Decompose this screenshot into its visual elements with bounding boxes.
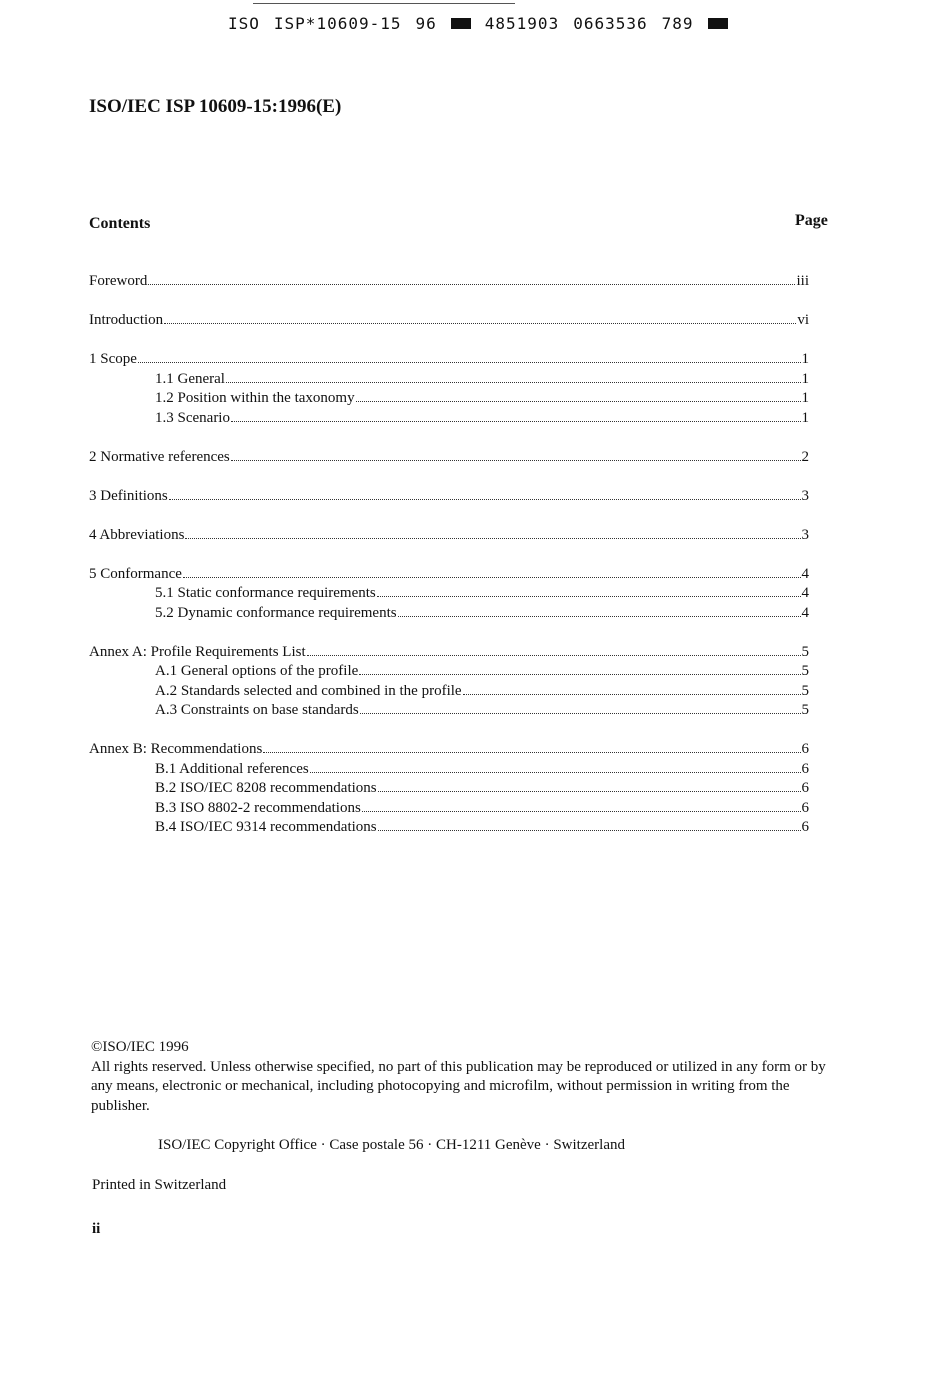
toc-subentry[interactable] <box>89 584 809 604</box>
dot-leader <box>359 674 800 675</box>
toc-entry-label: B.2 ISO/IEC 8208 recommendations <box>155 780 377 796</box>
toc-entry[interactable] <box>89 487 809 507</box>
dot-leader <box>362 811 801 812</box>
code-segment: 0663536 <box>573 14 648 33</box>
toc-entry-label: 4 Abbreviations <box>89 526 185 543</box>
toc-subentry[interactable] <box>89 682 809 702</box>
toc-group <box>89 487 809 507</box>
toc-subentry[interactable] <box>89 760 809 780</box>
contents-heading: Contents <box>89 215 151 232</box>
toc-entry-label: 1.1 General <box>155 370 225 387</box>
toc-entry-page: 4 <box>801 585 809 601</box>
toc-entry-label: A.3 Constraints on base standards <box>155 702 359 718</box>
dot-leader <box>378 791 801 792</box>
toc-entry-page: 5 <box>801 663 809 679</box>
rights-statement: All rights reserved. Unless otherwise specified, no part of this publication may be reproduced or utilized in any form or by any means, electronic or mechanical, including photocopying and microfilm, without permission in writing from the publisher. <box>91 1058 826 1114</box>
toc-entry-label: 5.1 Static conformance requirements <box>155 585 376 601</box>
toc-entry-label: B.4 ISO/IEC 9314 recommendations <box>155 819 377 835</box>
copyright-line: ©ISO/IEC 1996 <box>91 1039 189 1055</box>
toc-entry-label: 2 Normative references <box>89 448 230 465</box>
code-segment: 4851903 <box>484 14 560 33</box>
dot-leader <box>138 362 801 363</box>
dot-leader <box>231 460 801 461</box>
toc-entry[interactable] <box>89 526 809 546</box>
document-id: ISO/IEC ISP 10609-15:1996(E) <box>89 96 342 117</box>
toc-group <box>89 350 809 428</box>
toc-entry-label: Foreword <box>89 273 148 289</box>
toc-entry[interactable] <box>89 350 809 370</box>
toc-entry-label: A.2 Standards selected and combined in the profile <box>155 682 462 699</box>
toc-subentry[interactable] <box>89 604 809 624</box>
toc-entry-page: 5 <box>801 643 809 660</box>
dot-leader <box>360 713 801 714</box>
toc-entry-page: 5 <box>801 682 809 699</box>
toc-group <box>89 448 809 468</box>
toc-subentry[interactable] <box>89 370 809 390</box>
toc-entry-page: 1 <box>801 351 809 367</box>
toc-entry-page: 6 <box>801 760 809 777</box>
toc-entry-page: iii <box>796 273 809 289</box>
toc-entry-page: 1 <box>801 409 809 426</box>
toc-entry-label: B.1 Additional references <box>155 760 309 777</box>
toc-entry[interactable] <box>89 272 809 292</box>
page-column-label: Page <box>795 212 828 229</box>
toc-subentry[interactable] <box>89 662 809 682</box>
toc-subentry[interactable] <box>89 409 809 429</box>
dot-leader <box>398 616 801 617</box>
toc-entry[interactable] <box>89 565 809 585</box>
toc-entry-label: Annex A: Profile Requirements List <box>89 643 306 660</box>
dot-leader <box>169 499 801 500</box>
dot-leader <box>377 596 801 597</box>
catalog-code-header <box>228 14 742 33</box>
toc-subentry[interactable] <box>89 799 809 819</box>
dot-leader <box>307 655 801 656</box>
toc-entry-page: 6 <box>801 780 809 796</box>
table-of-contents <box>89 272 809 857</box>
code-segment: 96 <box>415 14 437 33</box>
toc-entry-page: 6 <box>801 741 809 757</box>
toc-entry-page: 1 <box>801 370 809 387</box>
dot-leader <box>231 421 801 422</box>
toc-entry-page: 3 <box>801 526 809 543</box>
code-segment: 789 <box>661 14 694 33</box>
toc-entry-label: 1 Scope <box>89 351 137 367</box>
toc-entry-label: A.1 General options of the profile <box>155 663 359 679</box>
toc-entry-label: 3 Definitions <box>89 487 168 504</box>
toc-subentry[interactable] <box>89 701 809 721</box>
bar-mark <box>708 18 728 29</box>
toc-entry-label: 5.2 Dynamic conformance requirements <box>155 604 397 621</box>
dot-leader <box>310 772 801 773</box>
printed-in: Printed in Switzerland <box>92 1177 227 1193</box>
dot-leader <box>463 694 801 695</box>
toc-entry-page: 1 <box>801 390 809 406</box>
dot-leader <box>185 538 800 539</box>
toc-group <box>89 526 809 546</box>
toc-entry-page: 4 <box>801 565 809 582</box>
toc-group <box>89 643 809 721</box>
toc-entry-page: 6 <box>801 799 809 816</box>
toc-entry[interactable] <box>89 643 809 663</box>
toc-entry-page: 3 <box>801 487 809 504</box>
page-number: ii <box>92 1221 101 1237</box>
toc-group <box>89 311 809 331</box>
toc-entry-label: Annex B: Recommendations <box>89 741 263 757</box>
toc-group <box>89 565 809 624</box>
toc-entry-page: 4 <box>801 604 809 621</box>
dot-leader <box>164 323 796 324</box>
dot-leader <box>183 577 801 578</box>
dot-leader <box>263 752 800 753</box>
toc-entry-page: vi <box>797 312 809 328</box>
toc-subentry[interactable] <box>89 818 809 838</box>
toc-entry-label: 5 Conformance <box>89 565 182 582</box>
dot-leader <box>148 284 795 285</box>
dot-leader <box>226 382 801 383</box>
code-segment: ISO <box>228 14 260 33</box>
copyright-office-address: ISO/IEC Copyright Office · Case postale 56 · CH-1211 Genève · Switzerland <box>158 1137 625 1153</box>
dot-leader <box>378 830 801 831</box>
toc-entry-page: 6 <box>801 819 809 835</box>
toc-subentry[interactable] <box>89 389 809 409</box>
toc-entry-page: 5 <box>801 702 809 718</box>
toc-entry[interactable] <box>89 448 809 468</box>
toc-subentry[interactable] <box>89 779 809 799</box>
code-segment: ISP*10609-15 <box>273 14 402 33</box>
toc-entry-label: 1.3 Scenario <box>155 409 230 426</box>
toc-group <box>89 272 809 292</box>
dot-leader <box>356 401 801 402</box>
toc-entry[interactable] <box>89 311 809 331</box>
toc-entry[interactable] <box>89 740 809 760</box>
toc-entry-page: 2 <box>801 448 809 465</box>
toc-group <box>89 740 809 838</box>
top-rule <box>253 3 515 4</box>
toc-entry-label: B.3 ISO 8802-2 recommendations <box>155 799 361 816</box>
toc-entry-label: 1.2 Position within the taxonomy <box>155 390 355 406</box>
toc-entry-label: Introduction <box>89 312 164 328</box>
copyright-block <box>91 1038 836 1116</box>
bar-mark <box>451 18 471 29</box>
